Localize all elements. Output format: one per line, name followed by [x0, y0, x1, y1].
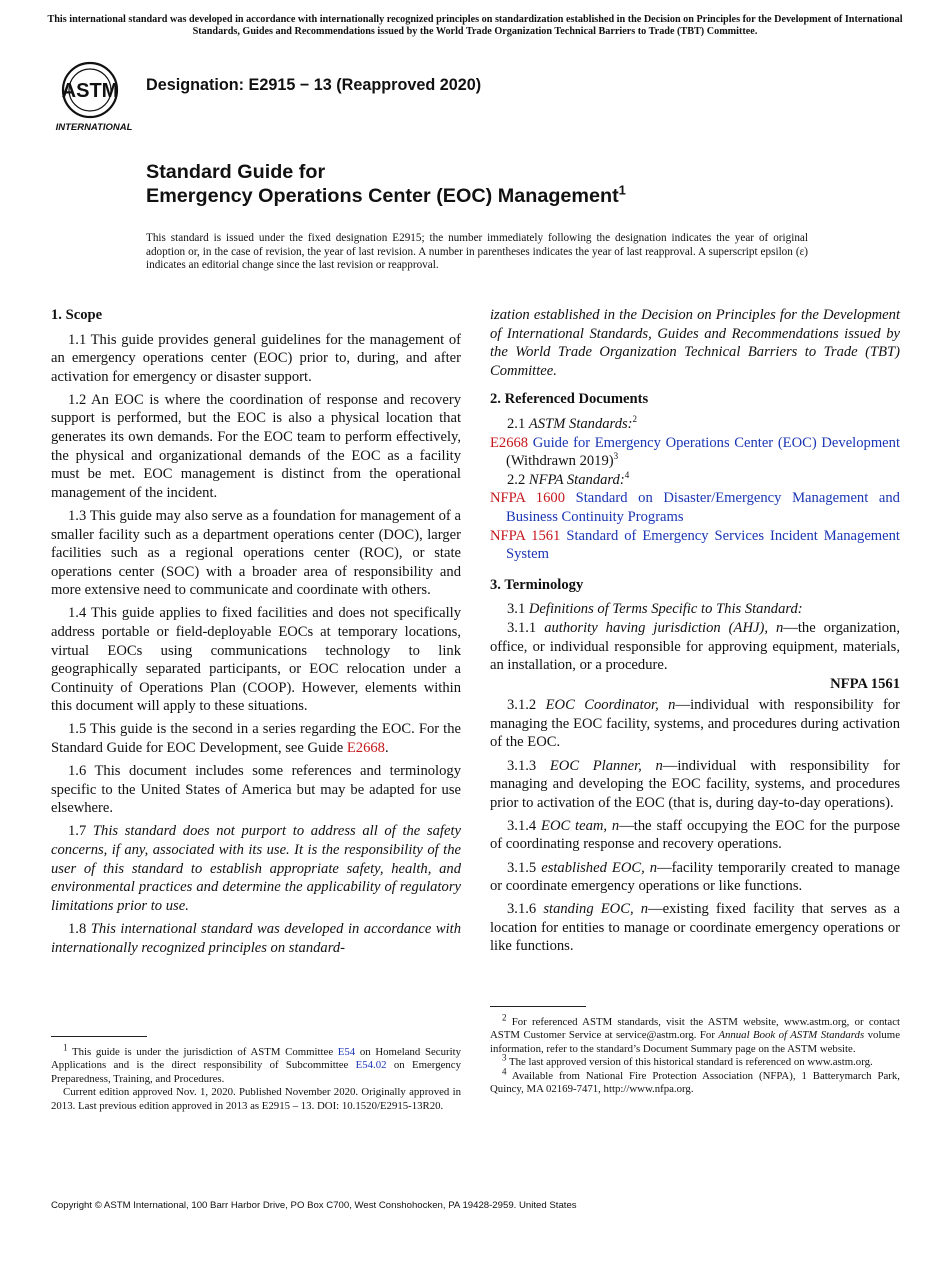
footnote-rule-right: [490, 1006, 586, 1007]
definition-text: —facility temporarily created to manage or coordinate emergency operations or like functions.: [490, 859, 900, 895]
definition-number: 3.1.1: [507, 619, 545, 636]
footnotes-left: [51, 1042, 461, 1113]
definition-number: 3.1.5: [507, 859, 542, 876]
definition-3-1-1: [490, 619, 900, 675]
footnote-3-mark: 3: [502, 1052, 507, 1063]
title-line-2: Emergency Operations Center (EOC) Management: [146, 185, 619, 207]
designation: Designation: E2915 − 13 (Reapproved 2020): [146, 76, 482, 94]
paragraph-3-1-number: 3.1: [507, 601, 529, 618]
paragraph-3-1-text: Definitions of Terms Specific to This Standard:: [528, 601, 803, 618]
definition-term: authority having jurisdiction (AHJ), n: [544, 619, 784, 636]
reference-code-nfpa-1561[interactable]: NFPA 1561: [490, 527, 561, 544]
astm-standards-number: 2.1: [507, 415, 529, 432]
definition-term: established EOC, n: [541, 859, 658, 876]
definition-number: 3.1.4: [507, 817, 542, 834]
definition-term: EOC Coordinator, n: [545, 697, 676, 714]
definition-text: —individual with responsibility for managing the EOC facility, systems, and procedures during activation of the EOC.: [490, 697, 900, 751]
footnote-1-text-c: on Emergency Preparedness, Training, and Procedures.: [51, 1059, 461, 1085]
reference-title-e2668[interactable]: Guide for Emergency Operations Center (EOC) Development: [532, 434, 900, 451]
logo-subtext: INTERNATIONAL: [55, 122, 133, 133]
copyright-line: Copyright © ASTM International, 100 Barr Harbor Drive, PO Box C700, West Conshohocken, PA 19428-2959. United States: [51, 1200, 577, 1211]
footnote-4-text: Available from National Fire Protection Association (NFPA), 1 Batterymarch Park, Quincy, MA 02169-7471, http://www.nfpa.org.: [490, 1069, 900, 1096]
paragraph-1-7-text: This standard does not purport to address all of the safety concerns, if any, associated with its use. It is the responsibility of the user of this standard to establish appropriate safety, health, and environmental practices and determine the applicability of regulatory limitations prior to use.: [51, 823, 461, 914]
reference-nfpa-1561: [490, 527, 900, 564]
reference-code-nfpa-1600[interactable]: NFPA 1600: [490, 490, 565, 507]
paragraph-1-5-end: .: [384, 740, 389, 757]
footnote-3: [490, 1052, 900, 1069]
definition-3-1-3: [490, 757, 900, 813]
right-column: [490, 306, 900, 961]
paragraph-1-8: [51, 920, 461, 957]
title-footnote-mark: 1: [618, 182, 626, 198]
footnote-2-text-b: volume information, refer to the standard’s Document Summary page on the ASTM website.: [490, 1029, 900, 1055]
paragraph-1-7-number: 1.7: [68, 823, 93, 840]
definition-3-1-2: [490, 696, 900, 752]
logo-letters: ASTM: [61, 80, 119, 102]
reference-nfpa-1600: [490, 489, 900, 526]
footnote-rule-left: [51, 1036, 147, 1037]
nfpa-standard-label: [490, 471, 900, 490]
definition-text: —the organization, office, or individual responsible for approving equipment, materials, an installation, or a procedure.: [490, 619, 901, 674]
definition-number: 3.1.3: [507, 757, 550, 774]
definition-3-1-4: [490, 817, 900, 854]
footnote-1-mark: 1: [63, 1042, 68, 1053]
astm-standards-label: [490, 415, 900, 434]
definition-source: NFPA 1561: [830, 675, 900, 692]
footnote-4-mark: 4: [502, 1066, 507, 1077]
nfpa-standard-text: NFPA Standard:: [528, 471, 625, 488]
footnote-1-text-b: on Homeland Security Applications and is the direct responsibility of Subcommittee: [51, 1046, 461, 1072]
link-e54-02[interactable]: E54.02: [355, 1059, 387, 1072]
section-heading-scope: 1. Scope: [51, 307, 103, 323]
paragraph-1-5-text: 1.5 This guide is the second in a series regarding the EOC. For the Standard Guide for EOC Development, see Guide: [51, 721, 461, 757]
reference-fn-e2668: 3: [613, 451, 619, 462]
paragraph-1-3: 1.3 This guide may also serve as a foundation for management of a smaller facility such as a department operations center (DOC), larger facilities such as a regional operations center (ROC), or state operations center (SOC) with a broader area of responsibility and more extensive need to communicate and coordinate with others.: [51, 507, 461, 599]
paragraph-1-1: 1.1 This guide provides general guidelines for the management of an emergency operations center (EOC) prior to, during, and after activation for emergency or disaster support.: [51, 331, 461, 385]
definition-number: 3.1.2: [507, 697, 546, 714]
definition-term: EOC Planner, n: [549, 757, 663, 774]
paragraph-1-7: [51, 822, 461, 915]
paragraph-1-5: [51, 720, 461, 757]
astm-logo: [52, 58, 136, 134]
footnote-2: [490, 1012, 900, 1056]
footnote-2-text-a: For referenced ASTM standards, visit the ASTM website, www.astm.org, or contact ASTM Customer Service at service@astm.org. For: [490, 1016, 900, 1042]
link-e2668[interactable]: E2668: [346, 740, 385, 757]
paragraph-1-6: 1.6 This document includes some references and terminology specific to the United States of America but may be adapted for use elsewhere.: [51, 763, 461, 817]
nfpa-standard-number: 2.2: [507, 471, 529, 488]
definition-3-1-6: [490, 900, 900, 956]
definition-text: —the staff occupying the EOC for the purpose of coordinating response and recovery operations.: [490, 817, 900, 853]
paragraph-1-8-continued: ization established in the Decision on Principles for the Development of International Standards, Guides and Recommendations issued by the World Trade Organization Technical Barriers to Trade (TBT) Committee.: [490, 307, 900, 379]
footnote-1: [51, 1042, 461, 1086]
left-column: [51, 306, 461, 962]
definition-term: EOC team, n: [541, 817, 620, 834]
link-e54[interactable]: E54: [337, 1046, 356, 1058]
footnote-3-text: The last approved version of this historical standard is referenced on www.astm.org.: [506, 1056, 873, 1069]
section-heading-terminology: 3. Terminology: [490, 576, 584, 593]
reference-code-e2668[interactable]: E2668: [490, 434, 529, 451]
footnote-2-mark: 2: [502, 1012, 507, 1023]
paragraph-3-1: [490, 600, 900, 619]
intro-paragraph: This standard is issued under the fixed designation E2915; the number immediately following the designation indicates the year of original adoption or, in the case of revision, the year of last revision. A number in parentheses indicates the year of last reapproval. A superscript epsilon (ε) indicates an editorial change since the last revision or reapproval.: [146, 232, 808, 272]
title-line-1: Standard Guide for: [146, 161, 326, 183]
nfpa-standard-fn: 4: [624, 469, 630, 480]
reference-title-nfpa-1561[interactable]: Standard of Emergency Services Incident Management System: [506, 527, 900, 563]
reference-note-e2668: (Withdrawn 2019): [506, 453, 614, 470]
page-title: [146, 160, 626, 208]
footnotes-right: [490, 1012, 900, 1096]
reference-e2668: [490, 434, 900, 471]
footnote-1-text-a: This guide is under the jurisdiction of ASTM Committee: [67, 1046, 338, 1058]
astm-standards-fn: 2: [632, 414, 638, 425]
paragraph-1-4: 1.4 This guide applies to fixed facilities and does not specifically address portable or field-deployable EOCs at temporary locations, virtual EOCs using communications technology to link geographically separated participants, or EOC relocation under a Continuity of Operations Plan (COOP). However, elements within this document will apply to these situations.: [51, 605, 461, 715]
paragraph-1-8-number: 1.8: [68, 920, 91, 937]
footnote-4: [490, 1066, 900, 1097]
footnote-1-edition: Current edition approved Nov. 1, 2020. Published November 2020. Originally approved in 2013. Last previous edition approved in 2013 as E2915 – 13. DOI: 10.1520/E2915-13R20.: [51, 1086, 461, 1112]
definition-text: —individual with responsibility for managing and developing the EOC facility, systems, and procedures prior to activation of the EOC (that is, during day-to-day operations).: [490, 757, 900, 811]
footnote-2-italic: Annual Book of ASTM Standards: [718, 1029, 865, 1042]
section-heading-referenced-documents: 2. Referenced Documents: [490, 391, 649, 408]
definition-text: —existing fixed facility that serves as a location for entities to manage or coordinate emergency operations or like functions.: [490, 901, 901, 955]
top-note: This international standard was developed in accordance with internationally recognized principles on standardization established in the Decision on Principles for the Development of International Standards, Guides and Recommendations issued by the World Trade Organization Technical Barriers to Trade (TBT) Committee.: [47, 14, 903, 37]
reference-title-nfpa-1600[interactable]: Standard on Disaster/Emergency Management and Business Continuity Programs: [506, 490, 900, 525]
definition-term: standing EOC, n: [543, 901, 649, 918]
astm-standards-text: ASTM Standards:: [528, 415, 633, 432]
paragraph-1-2: 1.2 An EOC is where the coordination of response and recovery support is performed, but the EOC is also a physical location that generates its own demands. For the EOC team to perform effectively, the physical and organizational demands of the EOC as a facility must be met. EOC management is distinct from the operational management of the incident.: [51, 391, 461, 501]
definition-3-1-5: [490, 859, 900, 896]
paragraph-1-8-text: This international standard was developed in accordance with internationally recognized principles on standard-: [51, 920, 462, 956]
definition-number: 3.1.6: [507, 901, 544, 918]
